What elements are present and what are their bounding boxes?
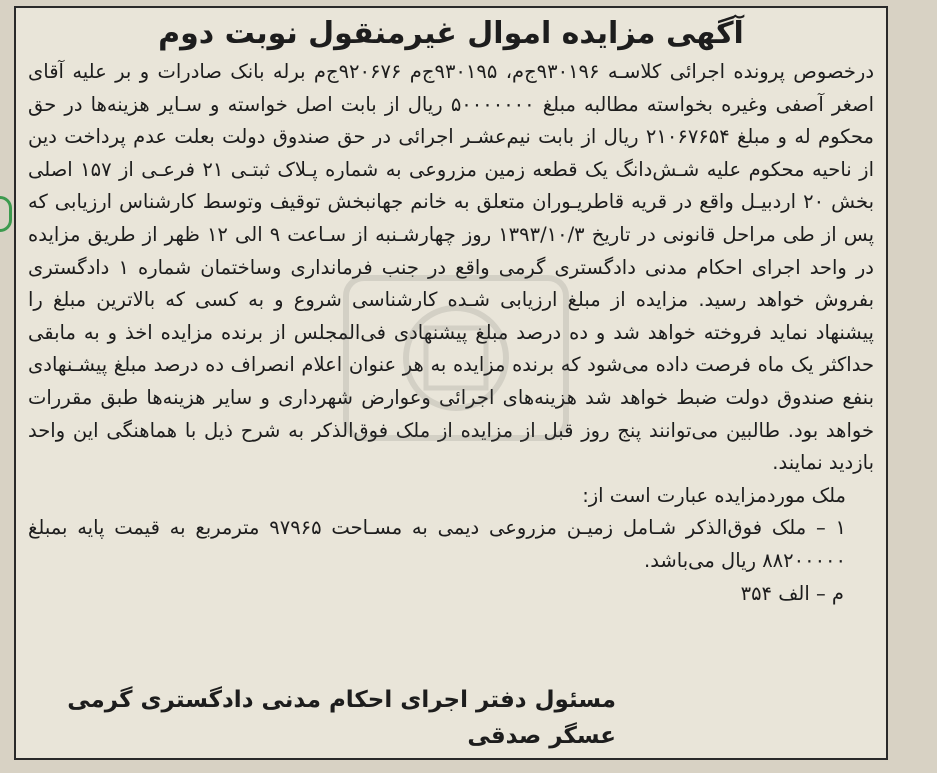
notice-body: درخصوص پرونده اجرائی کلاسـه ۹۳۰۱۹۶ج‌م، ۹۳۰۱۹۵ج‌م ۹۲۰۶۷۶ج‌م برله بانک صادرات و بر علیه آقای اصغر آصفی وغیره بخواسته مطالبه مبلغ ۵۰۰۰۰۰۰۰ ریال از بابت اصل خواسته و سـایر هزینه‌ها در حق محکوم له و مبلغ ۲۱۰۶۷۶۵۴ ریال از بابت نیم‌عشـر اجرائی در حق صندوق دولت بعلت عدم پرداخت دین از ناحیه محکوم علیه شـش‌دانگ یک قطعه زمین مزروعی به شماره پـلاک ثبتـی ۲۱ فرعـی از ۱۵۷ اصلی بخش ۲۰ اردبیـل واقع در قریه قاطریـوران متعلق به خانم جهانبخش توقیف وتوسط کارشناس ارزیابی که پس از طی مراحل قانونی در تاریخ ۱۳۹۳/۱۰/۳ روز چهارشـنبه از سـاعت ۹ الی ۱۲ ظهر از طریق مزایده در واحد اجرای احکام مدنی دادگستری گرمی واقع در جنب فرمانداری وساختمان شماره ۱ دادگستری بفروش خواهد رسید. مزایده از مبلغ ارزیابی شـده کارشناسی شروع و به کسی که بالاترین مبلغ را پیشنهاد نماید فروخته خواهد شد و ده درصد مبلغ پیشنهادی فی‌المجلس از برنده مزایده اخذ و به مابقی حداکثر یک ماه فرصت داده می‌شود که برنده مزایده به هر عنوان اعلام انصراف ده درصد مبلغ پیشـنهادی بنفع صندوق دولت ضبط خواهد شد هزینه‌های اجرائی وعوارض شهرداری و سایر هزینه‌ها طبق مقررات خواهد بود. طالبین می‌توانند پنج روز قبل از مزایده از ملک فوق‌الذکر به شرح ذیل با هماهنگی این واحد بازدید نمایند. [28,60,875,475]
signature-block [67,682,616,754]
reference-number: م – الف ۳۵۴ [740,581,844,605]
auction-notice [14,6,888,760]
property-heading: ملک موردمزایده عبارت است از: [582,483,846,507]
notice-title: آگهی مزایده اموال غیرمنقول نوبت دوم [158,16,744,51]
property-item: ۱ – ملک فوق‌الذکر شـامل زمیـن مزروعی دیمی به مسـاحت ۹۷۹۶۵ مترمربع به قیمت پایه بمبلغ ۸۸۲۰۰۰۰۰ ریال می‌باشد. [28,516,846,572]
signature-name: عسگر صدقی [467,723,616,749]
signature-title: مسئول دفتر اجرای احکام مدنی دادگستری گرمی [67,687,616,713]
margin-mark [0,196,12,232]
